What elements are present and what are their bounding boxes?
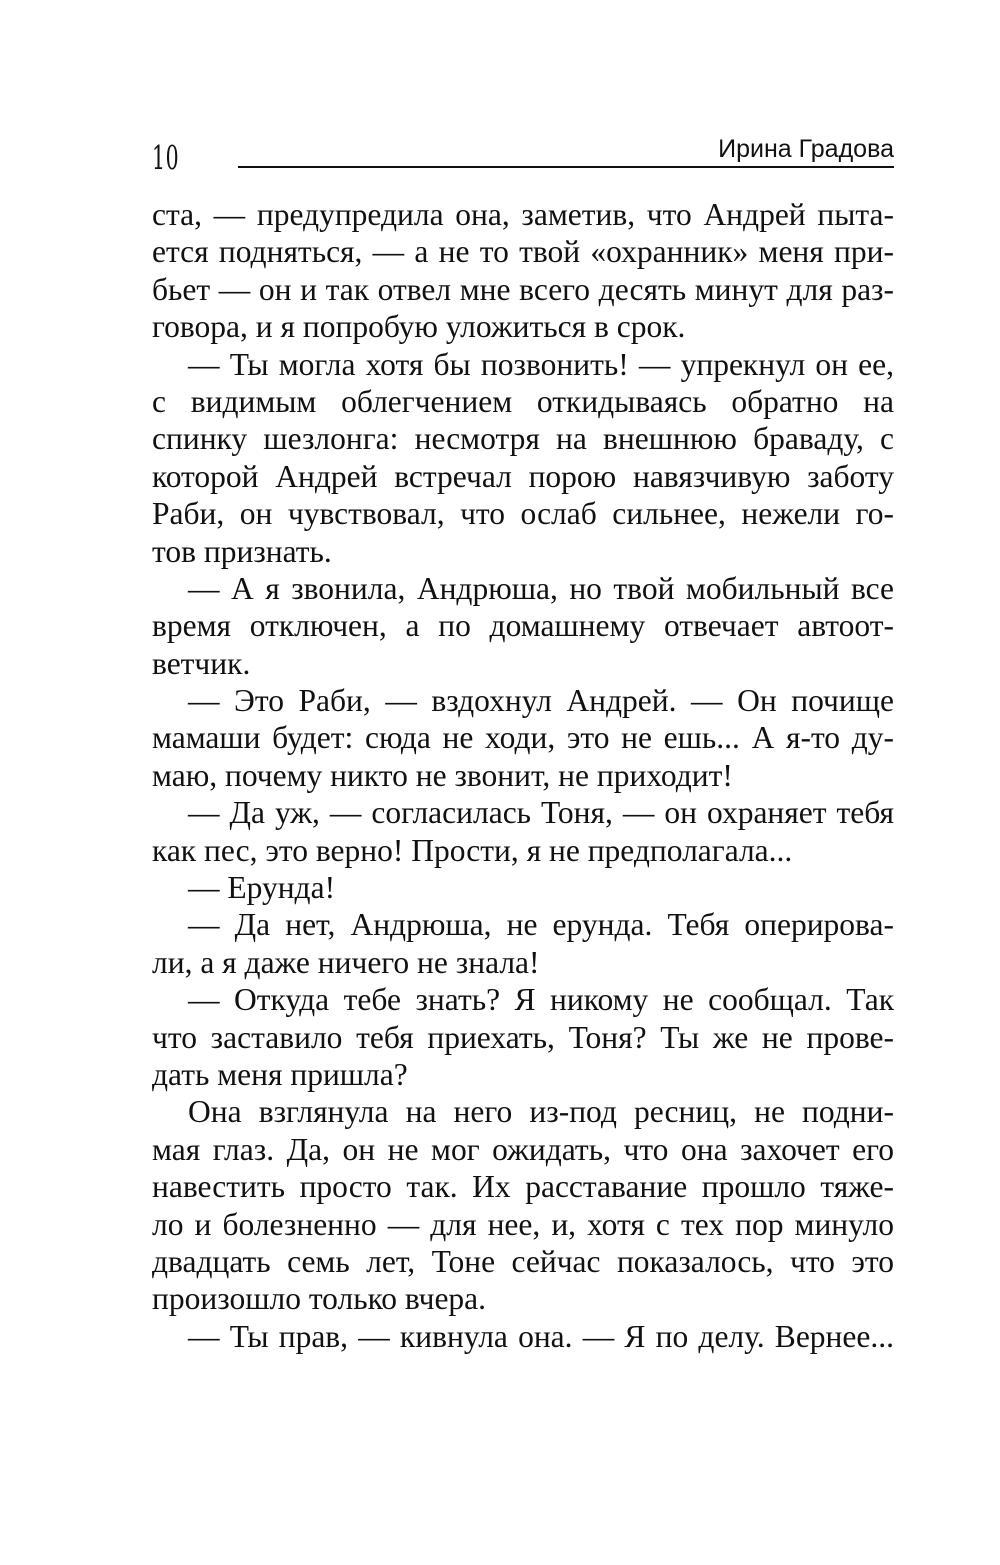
text-line: с видимым облегчением откидываясь обратно на [152,383,894,419]
text-line: двадцать семь лет, Тоне сейчас показалось, что это [152,1243,894,1279]
page-number: 10 [152,138,180,177]
text-line: время отключен, а по домашнему отвечает автоот- [152,608,894,644]
text-line: — Да уж, — согласилась Тоня, — он охраняет тебя [188,795,894,831]
text-line: Раби, он чувствовал, что ослаб сильнее, нежели го- [152,496,894,532]
text-line: дать меня пришла? [152,1056,408,1092]
text-line: маю, почему никто не звонит, не приходит! [152,757,733,793]
text-line: — А я звонила, Андрюша, но твой мобильный все [188,570,894,606]
text-line: как пес, это верно! Прости, я не предполагала... [152,832,793,868]
text-line: ло и болезненно — для нее, и, хотя с тех пор минуло [152,1206,894,1242]
text-line: мая глаз. Да, он не мог ожидать, что она захочет его [152,1131,894,1167]
text-line: — Ерунда! [188,870,336,906]
text-line: которой Андрей встречал порою навязчивую заботу [152,458,894,494]
text-line: ветчик. [152,645,251,681]
text-line: говора, и я попробую уложиться в срок. [152,309,686,345]
text-line: бьет — он и так отвел мне всего десять минут для раз- [152,271,894,307]
text-line: — Да нет, Андрюша, не ерунда. Тебя оперирова- [188,907,894,943]
body-text [152,196,894,1355]
text-line: — Это Раби, — вздохнул Андрей. — Он почище [188,683,894,719]
text-line: — Откуда тебе знать? Я никому не сообщал. Так [188,982,894,1018]
text-line: Она взглянула на него из-под ресниц, не подни- [188,1094,894,1130]
header-rule [238,166,894,168]
text-line: ется подняться, — а не то твой «охранник» меня при- [152,234,894,270]
text-line: тов признать. [152,533,332,569]
text-line: — Ты могла хотя бы позвонить! — упрекнул он ее, [188,346,894,382]
text-line: мамаши будет: сюда не ходи, это не ешь... А я-то ду- [152,720,894,756]
text-line: навестить просто так. Их расставание прошло тяже- [152,1169,894,1205]
text-line: ста, — предупредила она, заметив, что Андрей пыта- [152,197,894,232]
running-head-author: Ирина Градова [718,135,894,163]
text-line: произошло только вчера. [152,1281,487,1317]
page-header [152,128,894,180]
text-line: — Ты прав, — кивнула она. — Я по делу. Вернее... [188,1318,894,1354]
text-line: ли, а я даже ничего не знала! [152,944,540,980]
text-line: спинку шезлонга: несмотря на внешнюю браваду, с [152,421,894,457]
text-line: что заставило тебя приехать, Тоня? Ты же не прове- [152,1019,894,1055]
